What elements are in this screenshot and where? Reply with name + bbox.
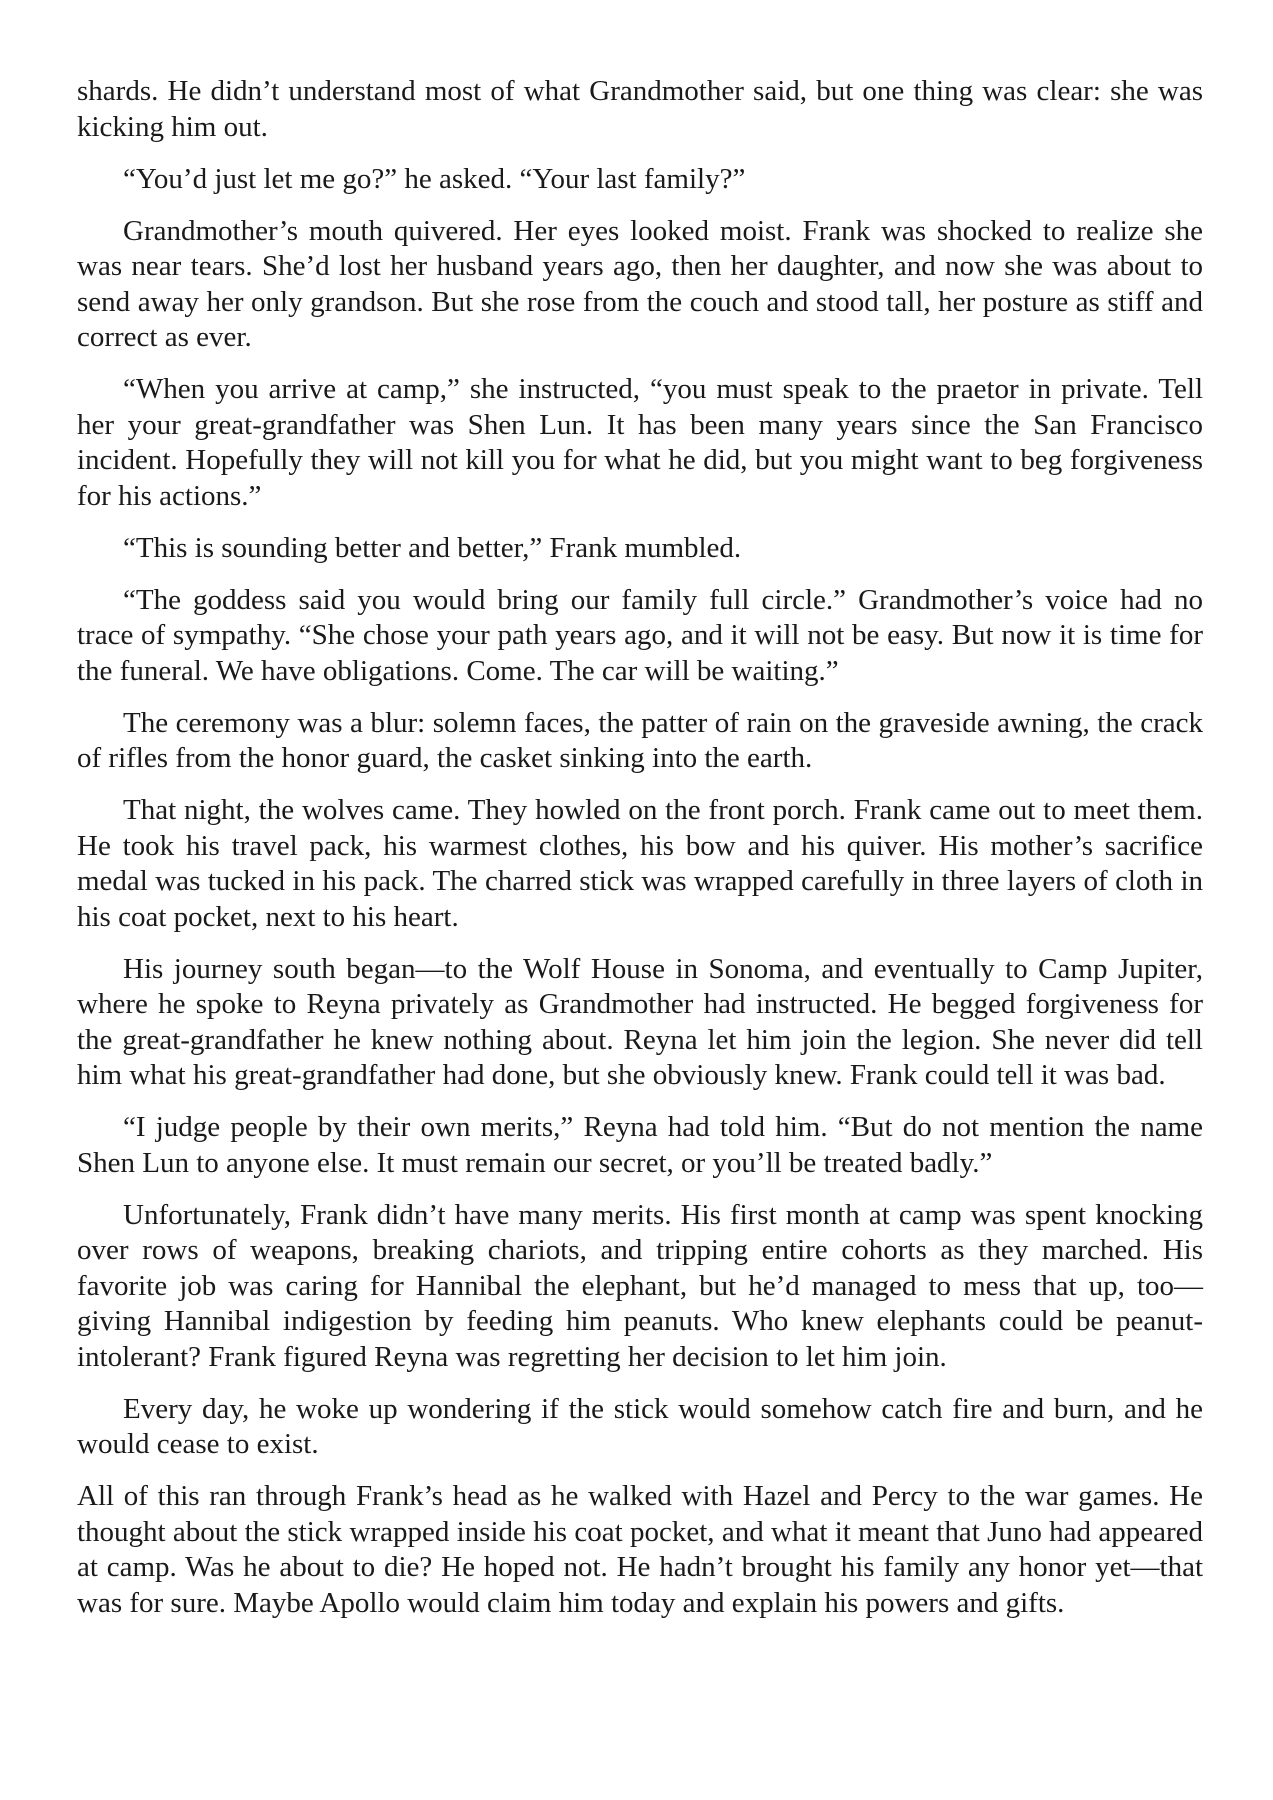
paragraph: “I judge people by their own merits,” Reyna had told him. “But do not mention the name Shen Lun to anyone else. It must remain our secret, or you’ll be treated badly.” [77, 1111, 1203, 1179]
paragraph: Unfortunately, Frank didn’t have many merits. His first month at camp was spent knocking over rows of weapons, breaking chariots, and tripping entire cohorts as they marched. His favorite job was caring for Hannibal the elephant, but he’d managed to mess that up, too—giving Hannibal indigestion by feeding him peanuts. Who knew elephants could be peanut-intolerant? Frank figured Reyna was regretting her decision to let him join. [77, 1198, 1203, 1373]
paragraph: shards. He didn’t understand most of what Grandmother said, but one thing was clear: she was kicking him out. [77, 75, 1203, 143]
paragraph: “When you arrive at camp,” she instructed, “you must speak to the praetor in private. Tell her your great-grandfather was Shen Lun. It has been many years since the San Francisco incident. Hopefully they will not kill you for what he did, but you might want to beg forgiveness for his actions.” [77, 373, 1203, 512]
paragraph: Grandmother’s mouth quivered. Her eyes looked moist. Frank was shocked to realize she was near tears. She’d lost her husband years ago, then her daughter, and now she was about to send away her only grandson. But she rose from the couch and stood tall, her posture as stiff and correct as ever. [77, 214, 1203, 353]
paragraph: The ceremony was a blur: solemn faces, the patter of rain on the graveside awning, the crack of rifles from the honor guard, the casket sinking into the earth. [77, 706, 1203, 774]
paragraph: His journey south began—to the Wolf House in Sonoma, and eventually to Camp Jupiter, where he spoke to Reyna privately as Grandmother had instructed. He begged forgiveness for the great-grandfather he knew nothing about. Reyna let him join the legion. She never did tell him what his great-grandfather had done, but she obviously knew. Frank could tell it was bad. [77, 952, 1203, 1091]
paragraph: “The goddess said you would bring our family full circle.” Grandmother’s voice had no trace of sympathy. “She chose your path years ago, and it will not be easy. But now it is time for the funeral. We have obligations. Come. The car will be waiting.” [77, 583, 1203, 687]
paragraph: All of this ran through Frank’s head as he walked with Hazel and Percy to the war games. He thought about the stick wrapped inside his coat pocket, and what it meant that Juno had appeared at camp. Was he about to die? He hoped not. He hadn’t brought his family any honor yet—that was for sure. Maybe Apollo would claim him today and explain his powers and gifts. [77, 1480, 1203, 1619]
paragraph: “You’d just let me go?” he asked. “Your last family?” [123, 162, 746, 195]
paragraph: Every day, he woke up wondering if the stick would somehow catch fire and burn, and he would cease to exist. [77, 1392, 1203, 1460]
paragraph: “This is sounding better and better,” Frank mumbled. [123, 531, 742, 564]
paragraph: That night, the wolves came. They howled on the front porch. Frank came out to meet them. He took his travel pack, his warmest clothes, his bow and his quiver. His mother’s sacrifice medal was tucked in his pack. The charred stick was wrapped carefully in three layers of cloth in his coat pocket, next to his heart. [77, 794, 1203, 933]
